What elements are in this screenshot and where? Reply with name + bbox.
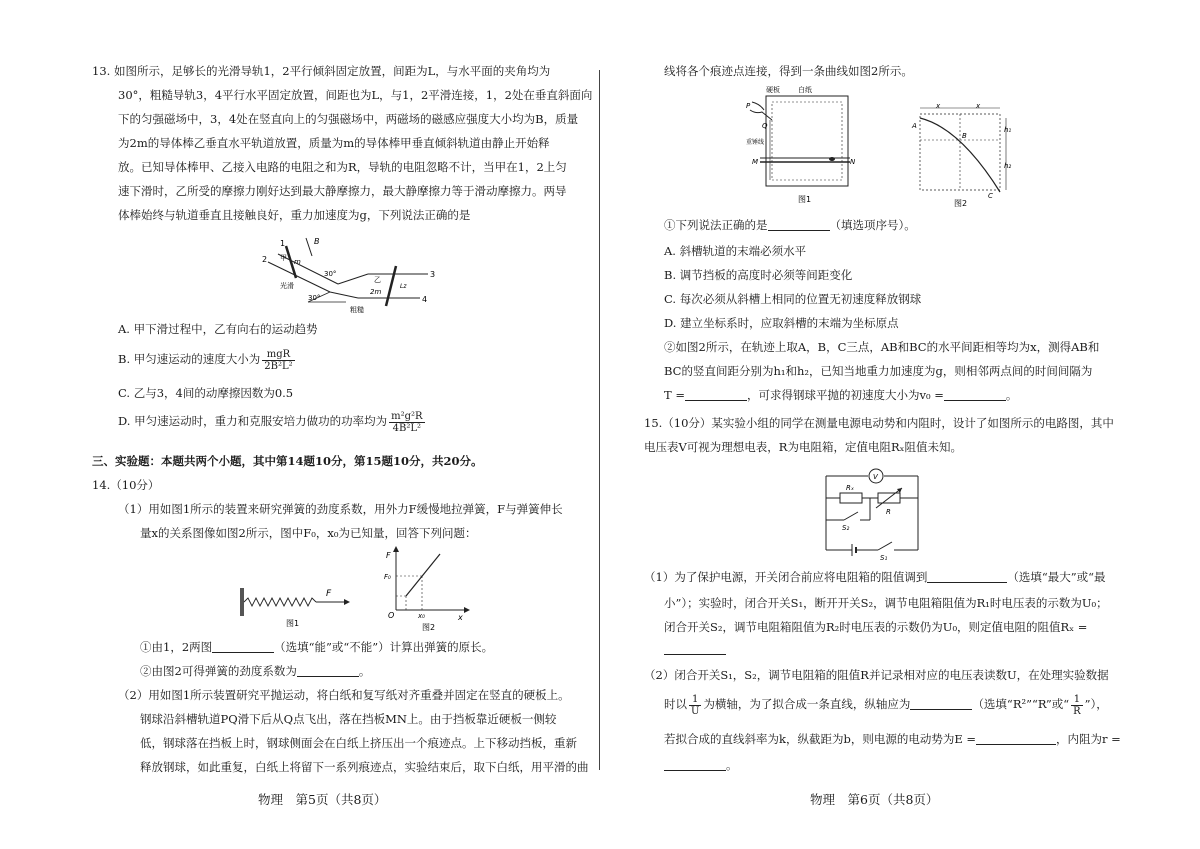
q15-part1-line-2: 小”）；实验时，闭合开关S₁，断开开关S₂，调节电阻箱阻值为R₁时电压表的示数为U₀； [664, 596, 1108, 610]
q13-option-d-denominator: 4B²L² [392, 422, 422, 434]
q13-option-d [118, 408, 427, 434]
q14-fig1-f-label: F [326, 589, 332, 599]
q14-sub-1-suffix: （选填“能”或“不能”）计算出弹簧的原长。 [274, 640, 494, 654]
q13-label-m: m [294, 258, 301, 266]
q14-part2-line-4: 释放钢球，如此重复，白纸上将留下一系列痕迹点，实验结束后，取下白纸，用平滑的曲 [140, 760, 589, 774]
q14-part2-line-2: 钢球沿斜槽轨道PQ滑下后从Q点飞出，落在挡板MN上。由于挡板靠近硬板一侧较 [140, 712, 557, 726]
fig1-n-label: N [850, 158, 856, 166]
q13-line-6: 速下滑时，乙所受的摩擦力刚好达到最大静摩擦力，最大静摩擦力等于滑动摩擦力。两导 [118, 184, 567, 198]
fig2-h1-label: h₁ [1004, 126, 1012, 134]
q15-part2-line-4 [664, 756, 738, 774]
q13-line-2: 30°，粗糙导轨3，4平行水平固定放置，间距也为L，与1，2平滑连接，1，2处在垂直斜面向 [118, 88, 593, 102]
q14-force-graph [382, 546, 472, 632]
fig1-hardboard-label: 硬板 [766, 86, 780, 94]
q13-line-1: 13. 如图所示，足够长的光滑导轨1，2平行倾斜固定放置，间距为L，与水平面的夹角均为 [92, 64, 551, 78]
q14-part2-option-a: A. 斜槽轨道的末端必须水平 [664, 244, 807, 258]
q14-sub-1-answer-blank[interactable] [212, 641, 274, 653]
q14-part2-sub-1 [664, 216, 916, 234]
fig2-b-label: B [962, 132, 967, 140]
q14-fig2-x-axis: x [458, 613, 463, 622]
q13-label-jia: 甲 [280, 254, 287, 262]
q14-part2-sub-1-prefix: ①下列说法正确的是 [664, 218, 768, 232]
q15-y-axis-answer-blank[interactable] [910, 698, 972, 710]
q14-part2-line-3: 低，钢球落在挡板上时，钢球侧面会在白纸上挤压出一个痕迹点。上下移动挡板，重新 [140, 736, 577, 750]
q15-one-over-u-fraction [689, 694, 701, 717]
fig2-caption: 图2 [954, 199, 968, 208]
q13-line-3: 下的匀强磁场中，3，4处在竖直向上的匀强磁场中，两磁场的磁感应强度大小均为B，质量 [118, 112, 579, 126]
q14-period-label: T = [664, 388, 685, 402]
fig2-a-label: A [912, 122, 917, 130]
circuit-rx-label: Rₓ [846, 484, 854, 492]
q15-part2-line-4-end: 。 [726, 758, 738, 772]
q15-circuit-diagram [816, 462, 928, 562]
fig2-h2-label: h₂ [1004, 162, 1012, 170]
q15-one-over-r-denominator: R [1073, 705, 1081, 717]
q15-part1-line-1-suffix: （选填“最大”或“最 [1007, 570, 1106, 584]
q15-part2-line-2 [664, 690, 1108, 718]
fig2-c-label: C [988, 192, 993, 200]
q15-one-over-u-denominator: U [691, 705, 700, 717]
q13-label-2m: 2m [370, 288, 382, 296]
q14-part2-sub-1-answer-blank[interactable] [768, 219, 830, 231]
q14-part1-line-1: （1）用如图1所示的装置来研究弹簧的劲度系数，用外力F缓慢地拉弹簧，F与弹簧伸长 [118, 502, 563, 516]
q15-part1-line-1 [644, 568, 1105, 586]
fig2-x2-label: x [976, 104, 981, 110]
q15-part1-line-3: 闭合开关S₂，调节电阻箱阻值为R₂时电压表的示数仍为U₀，则定值电阻的阻值Rₓ = [664, 620, 1088, 634]
q13-option-c: C. 乙与3，4间的动摩擦因数为0.5 [118, 386, 294, 400]
q14-sub-2 [140, 662, 370, 680]
q13-option-d-fraction [389, 411, 424, 434]
q14-sub-2-prefix: ②由图2可得弹簧的劲度系数为 [140, 664, 297, 678]
q14-header: 14.（10分） [92, 478, 160, 492]
q13-line-7: 体棒始终与轨道垂直且接触良好，重力加速度为g，下列说法正确的是 [118, 208, 471, 222]
left-page-footer: 物理 第5页（共8页） [258, 792, 387, 807]
fig2-x1-label: x [936, 104, 941, 110]
q15-rx-answer-blank[interactable] [664, 643, 726, 655]
section-3-heading: 三、实验题：本题共两个小题，其中第14题10分，第15题10分，共20分。 [92, 454, 483, 468]
q13-option-a: A. 甲下滑过程中，乙有向右的运动趋势 [118, 322, 318, 336]
circuit-s1-label: S₁ [880, 554, 888, 562]
q14-sub-1-prefix: ①由1，2两图 [140, 640, 213, 654]
q15-part2-line-2-b: 为横轴，为了拟合成一条直线，纵轴应为 [703, 697, 911, 711]
right-page-footer: 物理 第6页（共8页） [810, 792, 939, 807]
q14-part2-sub-2-line-1: ②如图2所示，在轨迹上取A，B，C三点，AB和BC的水平间距相等均为x，测得AB和 [664, 340, 1100, 354]
q13-label-4: 4 [422, 295, 428, 304]
q13-option-b-fraction [262, 349, 294, 372]
q14-part2-option-c: C. 每次必须从斜槽上相同的位置无初速度释放钢球 [664, 292, 922, 306]
q13-label-2: 2 [262, 255, 268, 264]
q13-option-b-text: B. 甲匀速运动的速度大小为 [118, 352, 261, 366]
q14-fig2-origin: O [388, 611, 395, 620]
q14-part2-sub-2-line-3 [664, 386, 1017, 404]
q15-part2-line-2-c: （选填“R²”“R”或“ [972, 697, 1070, 711]
q13-label-1: 1 [280, 239, 286, 248]
q14-part2-sub-1-suffix: （填选项序号）。 [829, 218, 916, 232]
q13-label-angle1: 30° [324, 270, 337, 278]
q13-option-b [118, 346, 297, 372]
fig1-m-label: M [752, 158, 759, 166]
q14-period-answer-blank[interactable] [685, 389, 747, 401]
q15-part2-line-3 [664, 730, 1121, 748]
q14-spring-figure [236, 580, 356, 630]
q14-part2-line-1: （2）用如图1所示装置研究平抛运动，将白纸和复写纸对齐重叠并固定在竖直的硬板上。 [118, 688, 570, 702]
q13-label-3: 3 [430, 270, 436, 279]
q14-fig2-x0: x₀ [418, 612, 425, 620]
q15-emf-answer-blank[interactable] [976, 733, 1056, 745]
q14-part2-option-d: D. 建立坐标系时，应取斜槽的末端为坐标原点 [664, 316, 899, 330]
q14-continuation: 线将各个痕迹点连接，得到一条曲线如图2所示。 [664, 64, 913, 78]
q15-line-2: 电压表V可视为理想电表，R为电阻箱，定值电阻Rₓ阻值未知。 [644, 440, 962, 454]
q15-rx-answer-blank-line [664, 640, 726, 658]
q13-rail-figure [250, 232, 450, 314]
q15-one-over-r-fraction [1071, 694, 1083, 717]
q15-one-over-u-numerator: 1 [689, 694, 701, 706]
q13-label-angle2: 30° [308, 294, 321, 302]
q13-label-smooth: 光滑 [280, 282, 294, 290]
q14-velocity-answer-blank[interactable] [944, 389, 1006, 401]
right-page [600, 0, 1200, 849]
q14-sub-2-suffix: 。 [358, 664, 371, 678]
q13-label-yi: 乙 [374, 276, 381, 284]
q14-part1-line-2: 量x的关系图像如图2所示，图中F₀，x₀为已知量，回答下列问题： [140, 526, 477, 540]
circuit-r-label: R [886, 508, 891, 516]
q15-line-1: 15.（10分）某实验小组的同学在测量电源电动势和内阻时，设计了如图所示的电路图，其中 [644, 416, 1114, 430]
fig1-caption: 图1 [798, 195, 812, 204]
q15-part2-line-2-a: 时以 [664, 697, 687, 711]
fig1-groove-label: 重锤线 [746, 139, 765, 146]
q14-fig1-caption: 图1 [286, 619, 300, 628]
q13-option-d-numerator: m²g²R [391, 410, 423, 422]
q13-label-b: B [314, 237, 320, 246]
q14-sub-2-answer-blank[interactable] [297, 665, 359, 677]
q13-option-b-numerator: mgR [262, 349, 294, 361]
q14-part2-sub-2-line-2: BC的竖直间距分别为h₁和h₂，已知当地重力加速度为g，则相邻两点间的时间间隔为 [664, 364, 1093, 378]
fig1-p-label: P [746, 102, 751, 110]
q15-emf-label: 若拟合成的直线斜率为k，纵截距为b，则电源的电动势为E = [664, 732, 977, 746]
circuit-s2-label: S₂ [842, 524, 850, 532]
q13-option-d-text: D. 甲匀速运动时，重力和克服安培力做功的功率均为 [118, 414, 388, 428]
q15-part2-line-2-d: ”）， [1084, 697, 1108, 711]
q14-velocity-end: 。 [1005, 388, 1018, 402]
q15-one-over-r-numerator: 1 [1071, 694, 1083, 706]
q14-velocity-label: ，可求得钢球平抛的初速度大小为v₀ = [746, 388, 944, 402]
q15-internal-resistance-answer-blank[interactable] [664, 759, 726, 771]
q13-line-5: 放。已知导体棒甲、乙接入电路的电阻之和为R，导轨的电阻忽略不计，当甲在1，2上匀 [118, 160, 567, 174]
q15-part2-line-1: （2）闭合开关S₁，S₂，调节电阻箱的阻值R并记录相对应的电压表读数U，在处理实验数据 [644, 668, 1109, 682]
q14-part2-option-b: B. 调节挡板的高度时必须等间距变化 [664, 268, 853, 282]
q15-resistance-setting-blank[interactable] [927, 571, 1007, 583]
q14-projectile-apparatus-figure [746, 84, 856, 208]
q13-label-lz: Lz [400, 283, 407, 290]
circuit-v-label: V [873, 473, 878, 481]
q13-line-4: 为2m的导体棒乙垂直水平轨道放置，质量为m的导体棒甲垂直倾斜轨道由静止开始释 [118, 136, 550, 150]
q14-fig2-caption: 图2 [422, 623, 436, 632]
q14-fig2-f-axis: F [386, 551, 391, 560]
q15-part1-line-1-prefix: （1）为了保护电源，开关闭合前应将电阻箱的阻值调到 [644, 570, 928, 584]
q14-fig2-f0: F₀ [384, 573, 391, 581]
q14-sub-1 [140, 638, 493, 656]
q13-option-b-denominator: 2B²L² [264, 360, 293, 372]
q14-trajectory-figure [906, 104, 1016, 208]
fig1-q-label: Q [762, 122, 768, 130]
q15-internal-resistance-label: ，内阻为r = [1056, 732, 1121, 746]
fig1-paper-label: 白纸 [798, 86, 812, 94]
q13-label-rough: 粗糙 [350, 306, 364, 314]
